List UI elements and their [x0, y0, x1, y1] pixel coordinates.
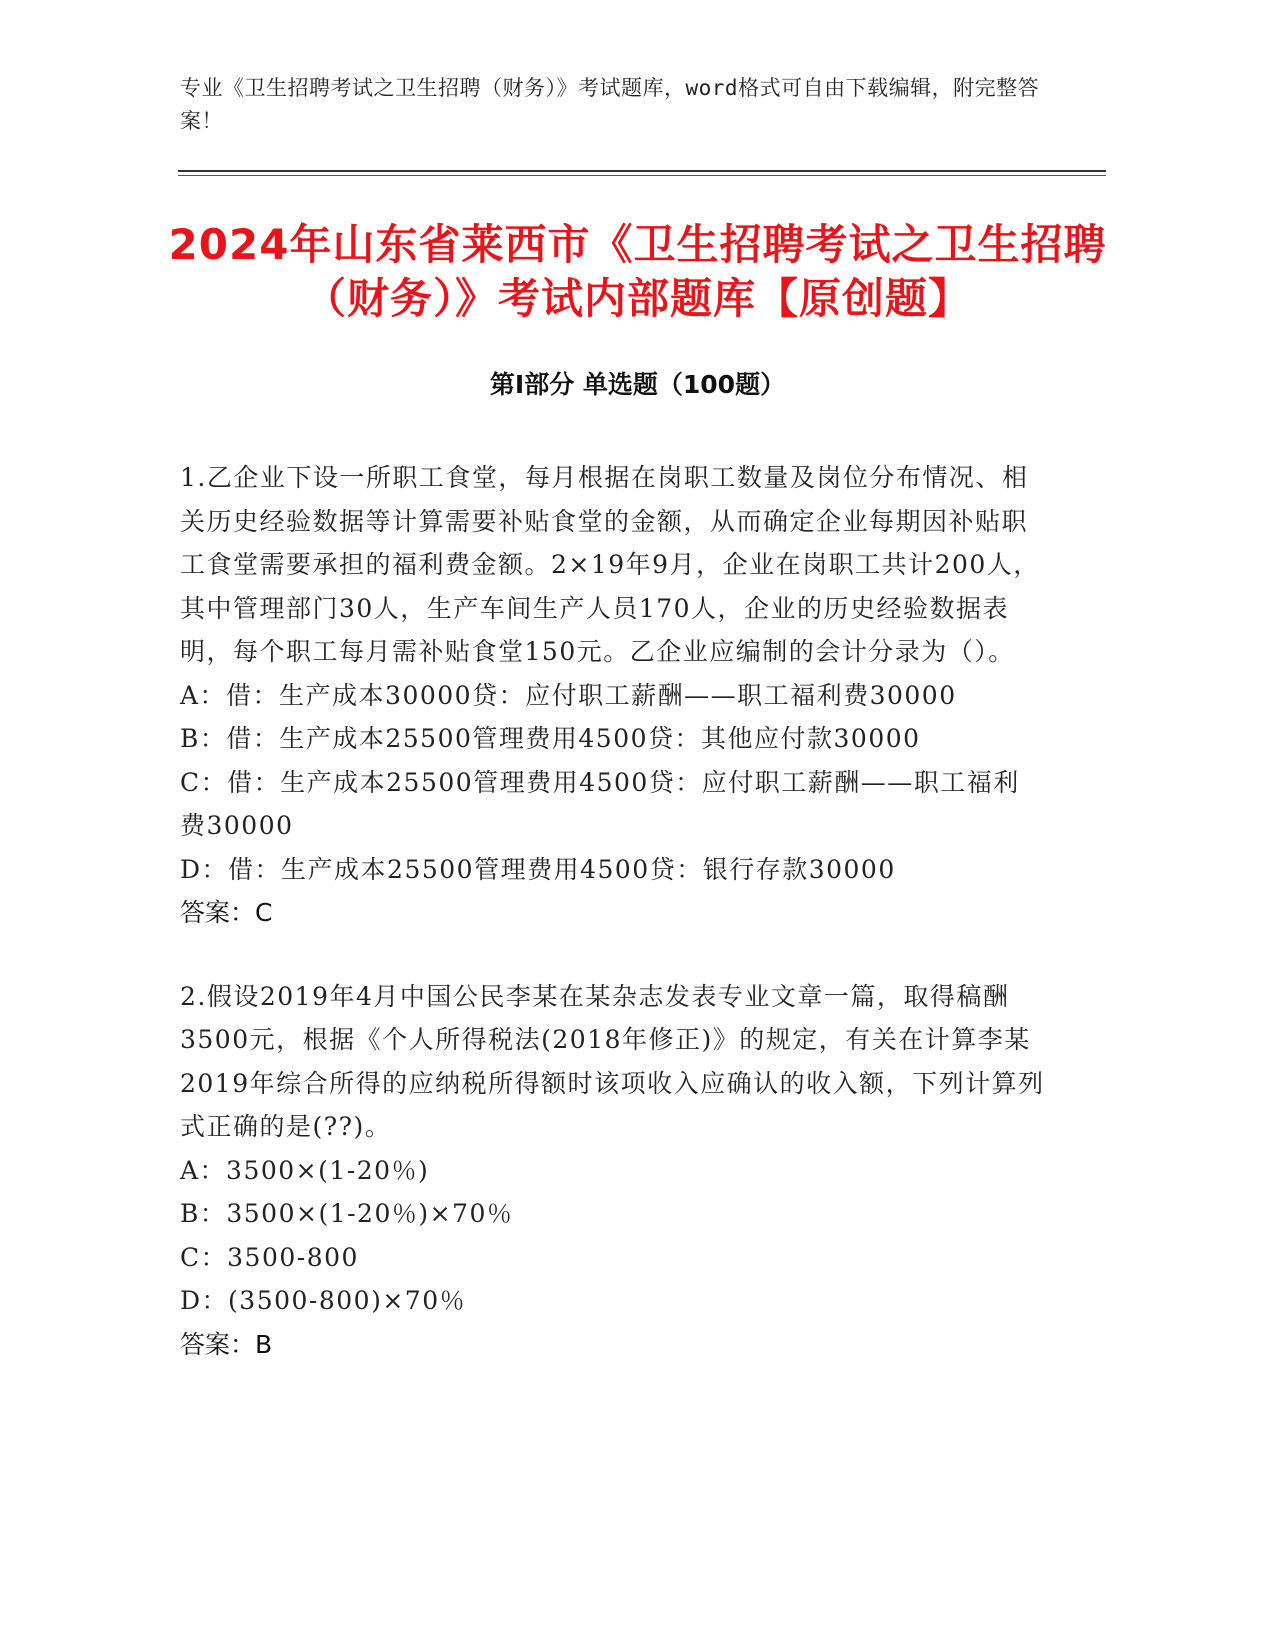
answer: 答案：B: [180, 1329, 273, 1359]
document-title: 2024年山东省莱西市《卫生招聘考试之卫生招聘（财务）》考试内部题库【原创题】: [168, 220, 1107, 323]
section-heading: 第I部分 单选题（100题）: [489, 370, 786, 399]
header-divider-thick: [178, 170, 1106, 172]
option-a: A：借：生产成本30000贷：应付职工薪酬——职工福利费30000: [180, 680, 957, 710]
option-c: C：借：生产成本25500管理费用4500贷：应付职工薪酬——职工福利费30000: [180, 767, 1020, 840]
question-1: [180, 456, 1045, 935]
question-2: [180, 975, 1045, 1367]
option-d: D：借：生产成本25500管理费用4500贷：银行存款30000: [180, 854, 896, 884]
header-note: 专业《卫生招聘考试之卫生招聘（财务）》考试题库，word格式可自由下载编辑，附完整答案！: [180, 76, 1040, 133]
option-a: A：3500×(1-20％): [180, 1155, 430, 1185]
option-b: B：借：生产成本25500管理费用4500贷：其他应付款30000: [180, 724, 921, 753]
question-stem: 2.假设2019年4月中国公民李某在某杂志发表专业文章一篇，取得稿酬3500元，根据《个人所得税法(2018年修正)》的规定，有关在计算李某2019年综合所得的应纳税所得额时该项收入应确认的收入额，下列计算列式正确的是(??)。: [180, 981, 1045, 1141]
option-c: C：3500-800: [180, 1242, 359, 1272]
header-divider-thin: [178, 175, 1106, 176]
question-stem: 1.乙企业下设一所职工食堂，每月根据在岗职工数量及岗位分布情况、相关历史经验数据等计算需要补贴食堂的金额，从而确定企业每期因补贴职工食堂需要承担的福利费金额。2×19年9月，企业在岗职工共计200人，其中管理部门30人，生产车间生产人员170人，企业的历史经验数据表明，每个职工每月需补贴食堂150元。乙企业应编制的会计分录为（）。: [180, 463, 1040, 666]
option-d: D：(3500-800)×70％: [180, 1286, 467, 1315]
option-b: B：3500×(1-20％)×70％: [180, 1199, 514, 1228]
answer: 答案：C: [180, 898, 273, 927]
question-list: [180, 456, 1045, 1406]
